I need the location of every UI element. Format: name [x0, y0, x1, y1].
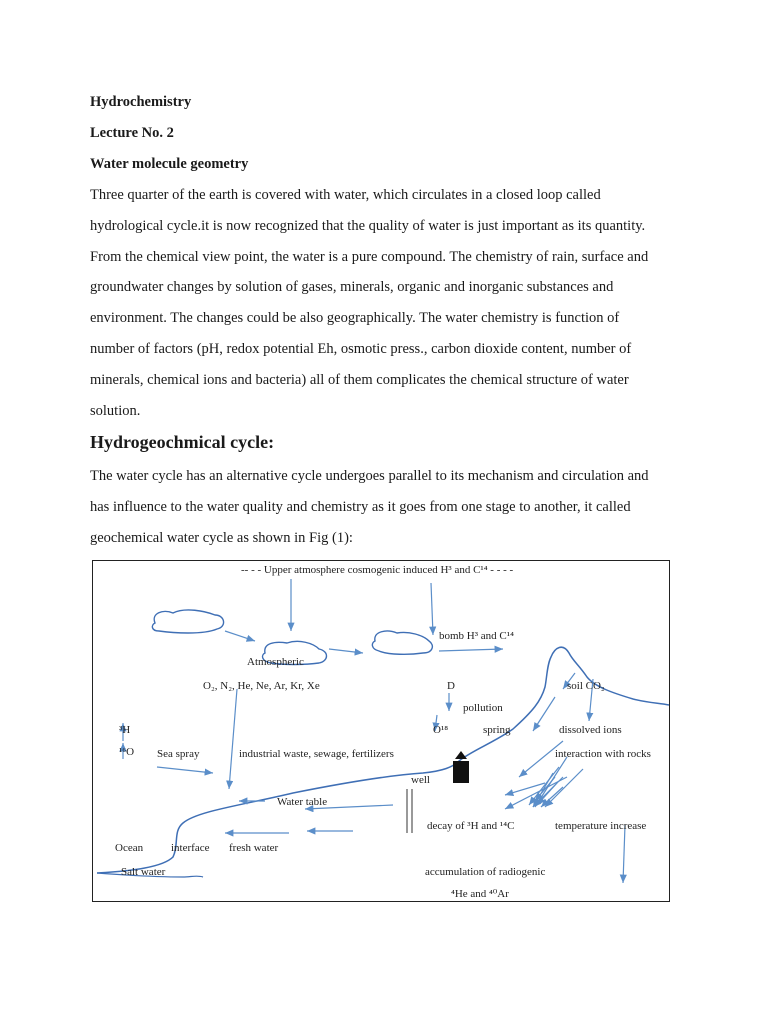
deuterium-label: D [447, 680, 455, 692]
paragraph-line: From the chemical view point, the water is a pure compound. The chemistry of rain, surface and [90, 248, 649, 265]
decay-label: decay of ³H and ¹⁴C [427, 820, 515, 832]
radiogenic-gases-label: ⁴He and ⁴⁰Ar [451, 888, 509, 900]
paragraph-line: hydrological cycle.it is now recognized that the quality of water is just important as its quantity. [90, 217, 646, 234]
cloud-icon [372, 631, 432, 654]
lecture-number: Lecture No. 2 [90, 125, 174, 141]
bomb-label: bomb H³ and C¹⁴ [439, 630, 514, 642]
water-table-label: Water table [277, 796, 328, 808]
spring-label: spring [483, 724, 511, 736]
arrow-right [439, 649, 503, 651]
top-banner-label: -- - - Upper atmosphere cosmogenic induced H³ and C¹⁴ - - - - [241, 564, 514, 576]
o18-label: O¹⁸ [433, 724, 449, 736]
section-heading: Hydrogeochmical cycle: [90, 432, 275, 452]
arrow-right [157, 767, 213, 773]
section-paragraph [90, 461, 690, 553]
dissolved-ions-label: dissolved ions [559, 724, 622, 736]
ocean-label: Ocean [115, 842, 144, 854]
pollution-label: pollution [463, 702, 503, 714]
intro-paragraph [90, 180, 690, 426]
paragraph-line: groundwater changes by solution of gases, minerals, organic and inorganic substances and [90, 279, 614, 296]
paragraph-line: solution. [90, 402, 141, 419]
sea-spray-label: Sea spray [157, 748, 200, 760]
fresh-water-label: fresh water [229, 842, 279, 854]
salt-water-label: Salt water [121, 866, 166, 878]
up-arrow-icon [455, 751, 467, 759]
paragraph-line: number of factors (pH, redox potential Eh, osmotic press., carbon dioxide content, number of [90, 340, 632, 357]
industrial-waste-label: industrial waste, sewage, fertilizers [239, 748, 394, 760]
well-label: well [411, 774, 430, 786]
course-title: Hydrochemistry [90, 94, 192, 110]
arrow-down [431, 583, 433, 635]
paragraph-line: minerals, chemical ions and bacteria) all of them complicates the chemical structure of water [90, 371, 629, 388]
arrow-down [623, 825, 625, 883]
arrow-right [329, 649, 363, 653]
h3-label: ³H [119, 724, 131, 736]
radiogenic-label: accumulation of radiogenic [425, 866, 546, 878]
paragraph-line: geochemical water cycle as shown in Fig (1): [90, 529, 353, 546]
paragraph-line: environment. The changes could be also geographically. The water chemistry is function of [90, 310, 620, 327]
gases-label: O₂, N₂, He, Ne, Ar, Kr, Xe [203, 680, 320, 692]
spring-marker [453, 761, 469, 783]
topic-heading: Water molecule geometry [90, 156, 249, 172]
arrow-down [229, 689, 237, 789]
arrow-down-left [545, 769, 583, 807]
soil-co2-label: soil CO₂ [567, 680, 605, 692]
rocks-interaction-label: interaction with rocks [555, 748, 651, 760]
cycle-diagram [93, 561, 669, 901]
cloud-icon [152, 610, 223, 633]
arrow-down [533, 697, 555, 731]
paragraph-line: has influence to the water quality and chemistry as it goes from one stage to another, it called [90, 498, 631, 515]
hydrogeochemical-cycle-figure [92, 560, 670, 902]
o16-label: ¹⁶O [119, 746, 135, 758]
flow-arrows [123, 579, 625, 883]
paragraph-line: Three quarter of the earth is covered with water, which circulates in a closed loop called [90, 187, 601, 203]
temperature-label: temperature increase [555, 820, 647, 832]
arrow-right [225, 631, 255, 641]
interface-label: interface [171, 842, 210, 854]
paragraph-line: The water cycle has an alternative cycle undergoes parallel to its mechanism and circulation and [90, 468, 649, 484]
atmospheric-label: Atmospheric [247, 656, 304, 668]
